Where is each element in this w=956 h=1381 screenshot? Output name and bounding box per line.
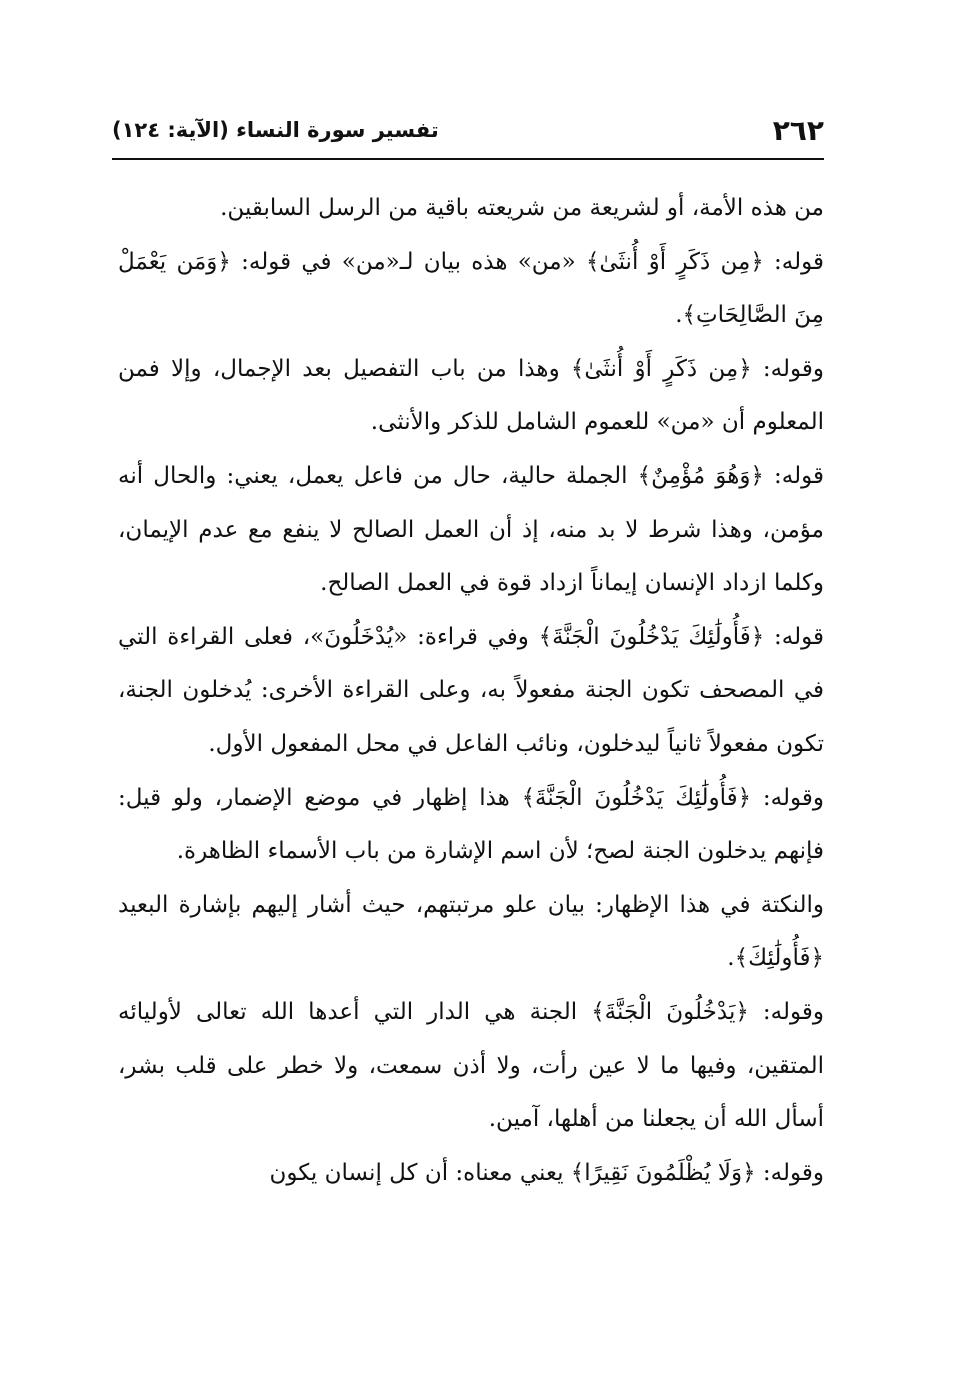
header-divider: [112, 158, 824, 160]
paragraph: وقوله: ﴿يَدْخُلُونَ الْجَنَّةَ﴾ الجنة هي الدار التي أعدها الله تعالى لأوليائه المتقين، وفيها ما لا عين رأت، ولا أذن سمعت، ولا خطر على قلب بشر، أسأل الله أن يجعلنا من أهلها، آمين.: [118, 998, 824, 1133]
page-header: [112, 108, 824, 152]
body-text: [118, 182, 824, 1200]
paragraph: قوله: ﴿مِن ذَكَرٍ أَوْ أُنثَىٰ﴾ «من» هذه بيان لـ«من» في قوله: ﴿وَمَن يَعْمَلْ مِنَ الصَّالِحَاتِ﴾.: [118, 248, 824, 329]
paragraph: وقوله: ﴿مِن ذَكَرٍ أَوْ أُنثَىٰ﴾ وهذا من باب التفصيل بعد الإجمال، وإلا فمن المعلوم أن «من» للعموم الشامل للذكر والأنثى.: [118, 355, 824, 436]
running-title: تفسير سورة النساء (الآية: ١٢٤): [112, 118, 439, 142]
paragraph: وقوله: ﴿وَلَا يُظْلَمُونَ نَقِيرًا﴾ يعني معناه: أن كل إنسان يكون: [269, 1159, 824, 1186]
paragraph: قوله: ﴿وَهُوَ مُؤْمِنٌ﴾ الجملة حالية، حال من فاعل يعمل، يعني: والحال أنه مؤمن، وهذا شرط لا بد منه، إذ أن العمل الصالح لا ينفع مع عدم الإيمان، وكلما ازداد الإنسان إيماناً ازداد قوة في العمل الصالح.: [118, 462, 824, 597]
paragraph: من هذه الأمة، أو لشريعة من شريعته باقية من الرسل السابقين.: [220, 195, 824, 221]
paragraph: قوله: ﴿فَأُولَٰئِكَ يَدْخُلُونَ الْجَنَّةَ﴾ وفي قراءة: «يُدْخَلُونَ»، فعلى القراءة التي في المصحف تكون الجنة مفعولاً به، وعلى القراءة الأخرى: يُدخلون الجنة، تكون مفعولاً ثانياً ليدخلون، ونائب الفاعل في محل المفعول الأول.: [118, 623, 824, 757]
page-number: ٢٦٢: [772, 113, 824, 147]
paragraph: والنكتة في هذا الإظهار: بيان علو مرتبتهم، حيث أشار إليهم بإشارة البعيد ﴿فَأُولَٰئِكَ﴾.: [118, 891, 824, 972]
paragraph: وقوله: ﴿فَأُولَٰئِكَ يَدْخُلُونَ الْجَنَّةَ﴾ هذا إظهار في موضع الإضمار، ولو قيل: فإنهم يدخلون الجنة لصح؛ لأن اسم الإشارة من باب الأسماء الظاهرة.: [118, 784, 824, 865]
